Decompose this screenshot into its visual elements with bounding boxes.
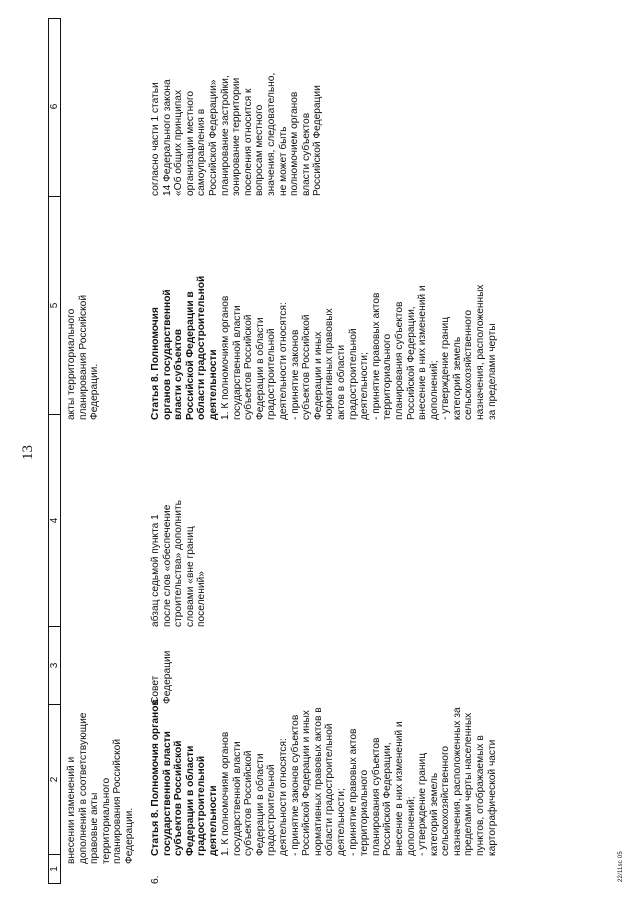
header-col-3: 3	[49, 626, 60, 704]
header-col-2: 2	[49, 704, 60, 854]
footer-code: 22/11sc 05	[618, 851, 624, 882]
header-col-1: 1	[49, 854, 60, 883]
article-title-amended: Статья 8. Полномочия органов государственной власти субъектов Российской Федерации в области градостроительной деятельности	[150, 275, 219, 420]
page-number: 13	[20, 445, 36, 460]
article-title-current: Статья 8. Полномочия органов государственной власти субъектов Российской Федерации в области градостроительной деятельности	[150, 699, 219, 856]
header-col-4: 4	[49, 414, 60, 626]
row-number: 6.	[150, 875, 161, 884]
amendment-text: абзац седьмой пункта 1 после слов «обеспечение строительства» дополнить словами «вне границ поселений»	[150, 500, 208, 627]
continuation-col2: внесении изменений и дополнений в соответствующие правовые акты территориального планирования Российской Федерации.	[66, 712, 135, 864]
justification: согласно части 1 статьи 14 Федерального закона «Об общих принципах организации местного самоуправления в Российской Федерации» планирование застройки, зонирование территории поселения относится к вопросам местного значения, следовательно, не может быть полномочием органов власти субъектов Российской Федерации	[150, 72, 324, 196]
header-col-6: 6	[48, 103, 60, 110]
article-body-amended: 1. К полномочиям органов государственной власти субъектов Российской Федерации в области градостроительной деятельности относятся: - принятие законов субъектов Российской Федерации и иных нормативных правовых актов в области градостроительной деятельности; - принятие правовых актов территориального планирования субъектов Российской Федерации, внесение в них изменений и дополнений; - утверждение границ категорий земель сельскохозяйственного назначения, расположенных за пределами черты	[220, 284, 498, 420]
column-header-row	[48, 18, 61, 884]
article-body-current: 1. К полномочиям органов государственной власти субъектов Российской Федерации в области градостроительной деятельности относятся: - принятие законов субъектов Российской Федерации и иных нормативных правовых актов в области градостроительной деятельности; - принятие правовых актов территориального планирования субъектов Российской Федерации, внесение в них изменений и дополнений; - утверждение границ категорий земель сельскохозяйственного назначения, расположенных за пределами черты населенных пунктов, отображаемых в картографической части	[220, 707, 498, 856]
continuation-col5: акты территориального планирования Российской Федерации.	[66, 294, 101, 420]
proposer: Совет Федерации	[150, 650, 173, 704]
header-col-5: 5	[49, 196, 60, 414]
